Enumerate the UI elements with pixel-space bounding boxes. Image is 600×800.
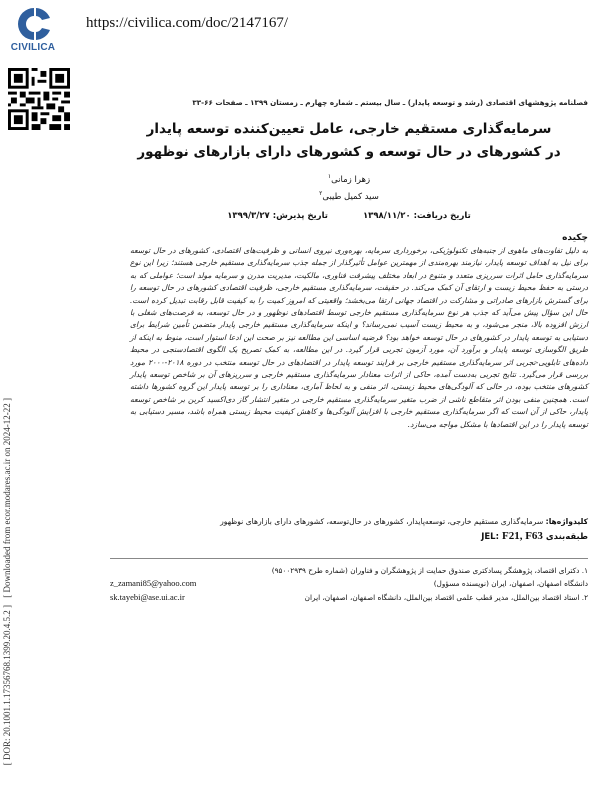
footnote-1: ۱. دکترای اقتصاد، پژوهشگر پسادکتری صندوق حمایت از پژوهشگران و فناوران (شماره طرح ۹۵۰۰۲۹۳۹) [271,566,588,575]
keywords-text: سرمایه‌گذاری مستقیم خارجی، توسعه‌پایدار، کشورهای در حال‌توسعه، کشورهای دارای بازارهای نوظهور [220,517,544,526]
footnote-2: ۲. استاد اقتصاد بین‌الملل، مدیر قطب علمی اقتصاد بین‌الملل، دانشگاه اصفهان، اصفهان، ایران sk.tayebi@ase.ui.ac.ir [110,592,588,602]
dates [110,211,588,221]
civilica-logo[interactable] [6,6,60,56]
civilica-c-icon [14,6,54,42]
jel-classification [481,530,588,542]
author-2: سید کمیل طیبی$^۲$ [319,189,379,202]
author-1: زهرا زمانی$^۱$ [327,173,371,185]
author-1-email[interactable]: z_zamani85@yahoo.com [110,578,197,588]
logo-text: CIVILICA [10,42,56,53]
abstract-text: به دلیل تفاوت‌های ماهوی از جنبه‌های تکنولوژیکی، برخورداری سرمایه، بهره‌وری نیروی انسانی و ظرفیت‌های اقتصادی، کشورهای در حال توسعه برای نیل به اهداف توسعه پایدار، نیازمند بهره‌مندی از مهمترین عوامل تأثیرگذار از جمله جذب سرمایه‌گذاری مستقیم خارجی هستند؛ زیرا این نوع سرمایه‌گذاری حامل اثرات سرریزی متعدد و متنوع در ابعاد مختلف پیشرفت فناوری، مالکیت، مدیریت مدرن و سرمایه مولد است؛ عواملی که به درستی به حفظ محیط زیست و ارتقای آن کمک می‌کند. در حقیقت، سرمایه‌گذاری مستقیم خارجی، ظرفیت اقتصادی کشورهای در حال توسعه را برای گسترش بازارهای صادراتی و مشارکت در اقتصاد جهانی ارتقا می‌بخشد؛ واقعیتی که امروز کمیت را به کیفیت قابل رقابت تبدیل کرده است. حال این سؤال پیش می‌آید که جذب هر نوع سرمایه‌گذاری مستقیم خارجی توسط اقتصادهای نوظهور و در حال توسعه، به فرصت‌های شغلی با ارزش افزوده بالا، منجر می‌شود، و به محیط زیست آسیب نمی‌رساند؟ و اینکه سرمایه‌گذاری مستقیم خارجی پایدار متضمن تأمین شرایط برای دستیابی به توسعه پایدار در کشورهای در حال توسعه خواهد بود؟ فرضیه اساسی این مطالعه نیز بر صحت این ادعا استوار است، منوط به اینکه از طریق الگوسازی توسعه پایدار و برآورد آن، مورد آزمون تجربی قرار گیرد. در این مطالعه، به کمک تصریح یک الگوی اقتصادسنجی در محیط داده‌های تابلویی-تجربی اثر سرمایه‌گذاری مستقیم خارجی بر فرایند توسعه پایدار در اقتصادهای در حال توسعه منتخب در دوره ۲۰۱۸-۲۰۰۰ مورد بررسی قرار می‌گیرد. نتایج تجربی به‌دست آمده، حاکی از اثرات معنادار سرمایه‌گذاری مستقیم خارجی و سرریزهای آن بر شاخص توسعه پایدار کشورهای منتخب بوده، در حالی که آلودگی‌های محیط زیستی، اثر منفی و به لحاظ آماری، معناداری را بر توسعه پایدار این گروه کشورها داشته است. همچنین منفی بودن اثر متقاطع ناشی از ضرب متغیر سرمایه‌گذاری مستقیم خارجی در متغیر انتشار گاز دی‌اکسید کربن بر شاخص توسعه پایدار، حاکی از آن است که اگر سرمایه‌گذاری مستقیم خارجی با افزایش آلودگی‌ها و کاهش کیفیت محیط زیستی همراه باشد، مسیر دستیابی به توسعه پایدار را در این اقتصادها با مشکل مواجه می‌سازد. [130,246,588,429]
abstract-heading: چکیده [562,233,588,243]
jel-codes: F21, F63 [501,530,543,542]
author-2-email[interactable]: sk.tayebi@ase.ui.ac.ir [110,592,185,602]
authors [110,170,588,204]
document-url[interactable]: https://civilica.com/doc/2147167/ [86,15,289,31]
paper-title [110,118,588,164]
download-note[interactable]: [ Downloaded from ecor.modares.ac.ir on 2024-12-22 ] [2,398,12,598]
dor-identifier[interactable]: [ DOR: 20.1001.1.17356768.1399.20.4.5.2 ] [2,605,12,766]
journal-header: فصلنامه پژوهشهای اقتصادی (رشد و توسعه پایدار) ـ سال بیستم ـ شماره چهارم ـ زمستان ۱۳۹۹ ـ صفحات ۶۶-۳۳ [192,98,588,107]
keywords [110,515,588,529]
qr-code-icon [8,68,70,130]
keywords-label: کلیدواژه‌ها: [545,517,588,526]
accepted-date: تاریخ پذیرش: ۱۳۹۹/۳/۲۷ [227,211,328,221]
received-date: تاریخ دریافت: ۱۳۹۸/۱۱/۲۰ [362,211,471,221]
title-line-2: در کشورهای در حال توسعه و کشورهای دارای بازارهای نوظهور [137,144,561,160]
footnote-divider [110,558,588,559]
footnote-1-affiliation: دانشگاه اصفهان، اصفهان، ایران (نویسنده مسؤول) z_zamani85@yahoo.com [110,578,588,588]
jel-label: طبقه‌بندی JEL: [481,532,588,542]
title-line-1: سرمایه‌گذاری مستقیم خارجی، عامل تعیین‌کننده توسعه پایدار [146,121,552,137]
